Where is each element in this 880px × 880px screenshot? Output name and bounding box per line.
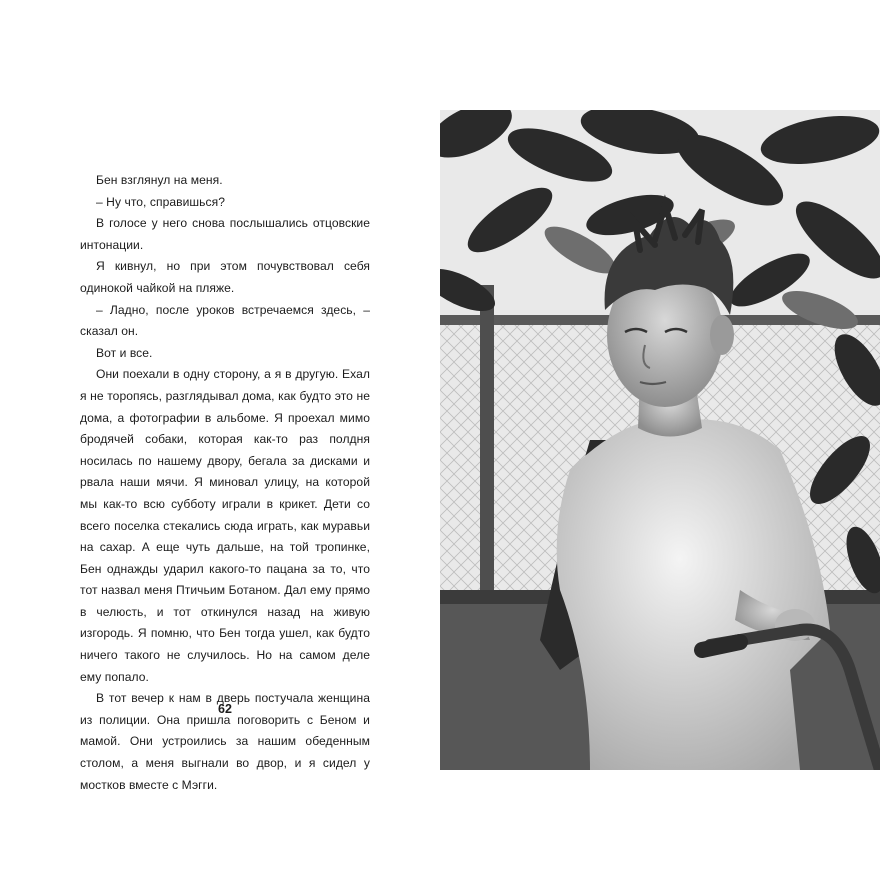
paragraph: В тот вечер к нам в дверь постучала женщина из полиции. Она пришла поговорить с Беном и мамой. Они устроились за нашим обеденным столом, а меня выгнали во двор, и я сидел у мостков вместе с Мэгги. — [80, 691, 370, 792]
paragraph: – Ну что, справишься? — [96, 194, 225, 209]
paragraph: – Ладно, после уроков встречаемся здесь, – сказал он. — [80, 302, 370, 339]
page-number: 62 — [218, 702, 232, 716]
paragraph: Вот и все. — [96, 345, 153, 360]
paragraph: В голосе у него снова послышались отцовские интонации. — [80, 216, 370, 252]
paragraph: Я кивнул, но при этом почувствовал себя одинокой чайкой на пляже. — [80, 259, 370, 295]
illustration-drawing — [440, 110, 880, 770]
paragraph: Бен взглянул на меня. — [96, 173, 223, 187]
paragraph: Они поехали в одну сторону, а я в другую. Ехал я не торопясь, разглядывал дома, как будто это не дома, а фотографии в альбоме. Я проехал мимо бродячей собаки, которая как-то раз полдня носилась по нашему двору, бегала за дисками и рвала наши мячи. Я миновал улицу, на которой мы как-то всю субботу играли в крикет. Дети со всего поселка стекались сюда играть, как муравьи на сахар. А еще чуть дальше, на той тропинке, Бен однажды ударил какого-то пацана за то, что тот назвал меня Птичьим Ботаном. Дал ему прямо в челюсть, и тот откинулся назад на живую изгородь. Я помню, что Бен тогда ушел, как будто ничего такого не случилось. Но на самом деле ему попало. — [80, 367, 370, 684]
illustration-boy-with-bicycle — [440, 110, 880, 770]
